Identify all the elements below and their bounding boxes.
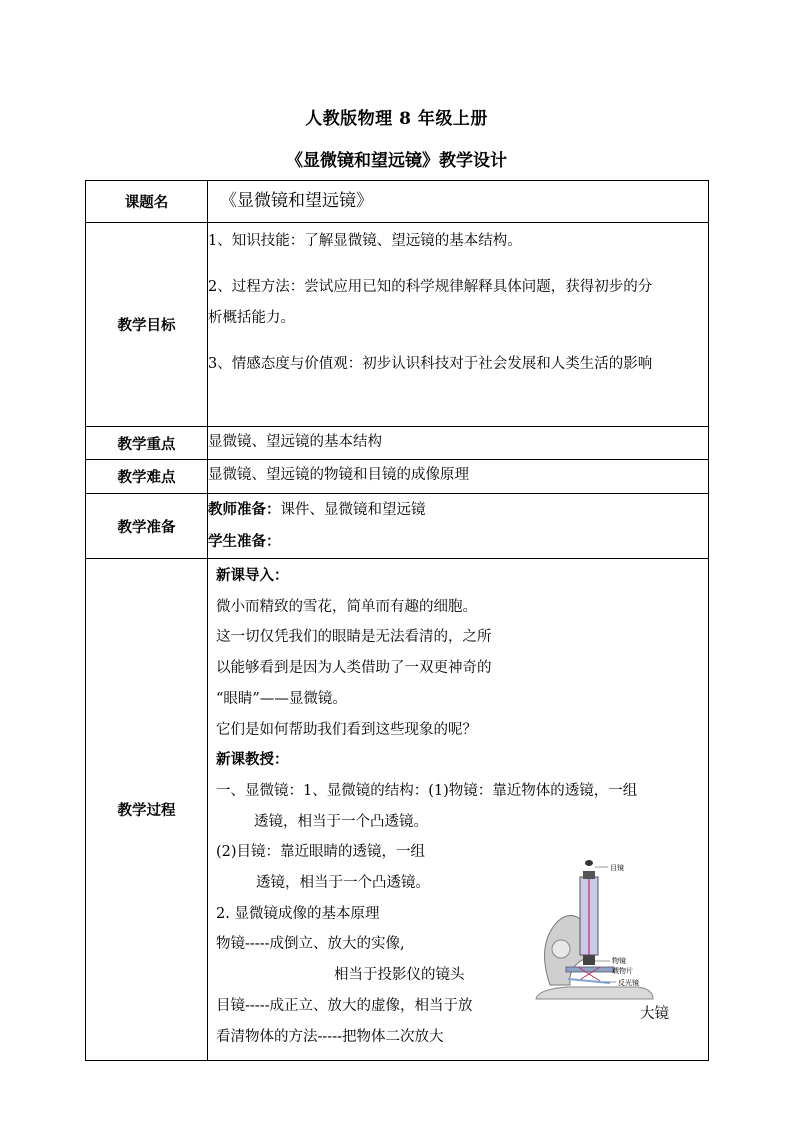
topic-label: 课题名 <box>86 181 208 223</box>
microscope-diagram <box>528 849 678 1014</box>
teach-line: 2. 显微镜成像的基本原理 <box>216 905 380 922</box>
goal-item-2-cont: 析概括能力。 <box>208 310 295 326</box>
intro-heading: 新课导入： <box>216 567 289 584</box>
teach-line: 物镜-----成倒立、放大的实像, <box>216 936 405 953</box>
teach-line: 透镜，相当于一个凸透镜。 <box>254 813 428 830</box>
preparation-label: 教学准备 <box>86 494 208 559</box>
teach-line: 看清物体的方法-----把物体二次放大 <box>216 1028 444 1045</box>
preparation-content <box>208 494 709 559</box>
teach-line: 透镜，相当于一个凸透镜。 <box>256 875 430 892</box>
teacher-prep-label: 教师准备： <box>208 501 281 518</box>
student-prep-label: 学生准备： <box>208 533 281 550</box>
table-row-goals <box>86 223 709 427</box>
teach-line: (2)目镜：靠近眼睛的透镜，一组 <box>216 844 426 861</box>
intro-line: 这一切仅凭我们的眼睛是无法看清的，之所 <box>216 629 492 646</box>
key-points-value: 显微镜、望远镜的基本结构 <box>208 427 709 460</box>
document-subtitle: 《显微镜和望远镜》教学设计 <box>286 151 507 171</box>
intro-line: 它们是如何帮助我们看到这些现象的呢？ <box>216 721 477 738</box>
goal-item-1: 1、知识技能：了解显微镜、望远镜的基本结构。 <box>208 233 522 249</box>
table-row-topic <box>86 181 709 223</box>
magnifier-tail: 大镜 <box>640 1006 669 1022</box>
table-row-preparation <box>86 494 709 559</box>
teacher-prep-value: 课件、显微镜和望远镜 <box>280 502 426 518</box>
goal-item-3: 3、情感态度与价值观：初步认识科技对于社会发展和人类生活的影响 <box>208 356 653 372</box>
goal-item-2: 2、过程方法：尝试应用已知的科学规律解释具体问题，获得初步的分 <box>208 279 653 295</box>
intro-line: “眼睛”——显微镜。 <box>216 690 347 707</box>
table-row-key-points <box>86 427 709 460</box>
label-objective: 物镜 <box>612 957 626 965</box>
goals-content <box>208 223 709 427</box>
table-row-process <box>86 559 709 1061</box>
intro-line: 微小而精致的雪花，简单而有趣的细胞。 <box>216 598 477 615</box>
label-mirror: 反光镜 <box>618 979 639 987</box>
intro-line: 以能够看到是因为人类借助了一双更神奇的 <box>216 660 492 677</box>
process-content <box>208 559 709 1061</box>
topic-value: 《显微镜和望远镜》 <box>208 181 709 223</box>
teach-line: 相当于投影仪的镜头 <box>334 967 465 984</box>
document-title: 人教版物理 8 年级上册 <box>305 109 488 129</box>
label-stage: 载物片 <box>612 967 633 975</box>
difficulties-value: 显微镜、望远镜的物镜和目镜的成像原理 <box>208 460 709 494</box>
teach-line: 一、显微镜：1、显微镜的结构：(1)物镜：靠近物体的透镜，一组 <box>216 782 638 799</box>
key-points-label: 教学重点 <box>86 427 208 460</box>
teach-line: 目镜-----成正立、放大的虚像，相当于放 <box>216 997 473 1014</box>
process-label: 教学过程 <box>86 559 208 1061</box>
teach-heading: 新课教授： <box>216 751 289 769</box>
label-eyepiece: 目镜 <box>610 864 624 872</box>
lesson-plan-table <box>85 180 709 1061</box>
goals-label: 教学目标 <box>86 223 208 427</box>
table-row-difficulties <box>86 460 709 494</box>
difficulties-label: 教学难点 <box>86 460 208 494</box>
